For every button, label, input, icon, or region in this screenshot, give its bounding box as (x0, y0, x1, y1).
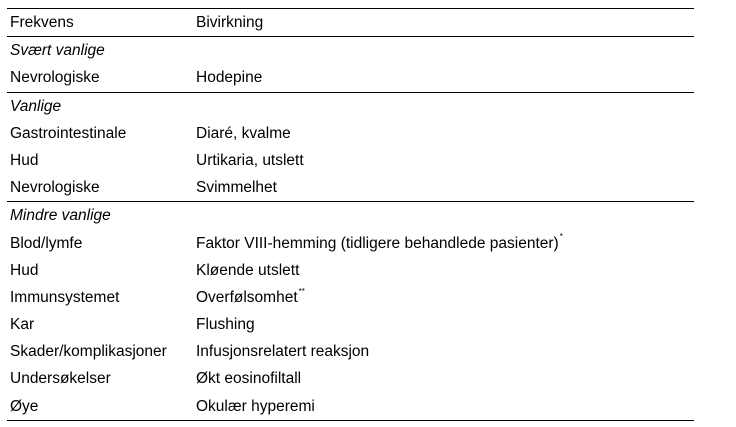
organ-class-cell: Undersøkelser (10, 370, 111, 388)
table-row (7, 257, 694, 284)
organ-class-cell: Øye (10, 397, 39, 415)
reaction-cell (196, 365, 694, 392)
table-row (7, 147, 694, 174)
group-rule (7, 420, 694, 421)
frequency-heading-row (7, 202, 694, 229)
reaction-text: Diaré, kvalme (196, 124, 291, 142)
reaction-text: Okulær hyperemi (196, 397, 315, 415)
reaction-cell (196, 284, 694, 311)
reaction-text: Hodepine (196, 69, 263, 87)
reaction-cell (196, 393, 694, 420)
reaction-cell (196, 174, 694, 201)
table-row (7, 393, 694, 420)
reaction-cell (196, 120, 694, 147)
reaction-text: Svimmelhet (196, 179, 277, 197)
table-row (7, 311, 694, 338)
organ-class-cell: Kar (10, 316, 35, 334)
reaction-text: Infusjonsrelatert reaksjon (196, 343, 370, 361)
reaction-text: Urtikaria, utslett (196, 151, 304, 169)
reaction-text: Økt eosinofiltall (196, 370, 302, 388)
organ-class-cell: Hud (10, 151, 39, 169)
reaction-cell (196, 311, 694, 338)
reaction-cell (196, 257, 694, 284)
table-row (7, 230, 694, 257)
reaction-cell (196, 64, 694, 91)
frequency-heading: Vanlige (10, 97, 62, 115)
header-reaction: Bivirkning (196, 14, 264, 31)
adverse-reactions-table (7, 8, 694, 421)
organ-class-cell: Skader/komplikasjoner (10, 343, 167, 361)
table-body (7, 37, 694, 421)
table-row (7, 365, 694, 392)
reaction-cell (196, 230, 694, 257)
reaction-cell (196, 147, 694, 174)
table-row (7, 120, 694, 147)
footnote-marker: ** (298, 286, 305, 296)
organ-class-cell: Nevrologiske (10, 179, 100, 197)
reaction-cell (196, 338, 694, 365)
table-row (7, 64, 694, 91)
table-header-row (7, 9, 694, 36)
frequency-heading: Svært vanlige (10, 42, 105, 60)
reaction-text: Flushing (196, 316, 255, 334)
frequency-heading: Mindre vanlige (10, 207, 111, 225)
organ-class-cell: Gastrointestinale (10, 124, 127, 142)
organ-class-cell: Hud (10, 261, 39, 279)
footnote-marker: * (559, 232, 563, 242)
organ-class-cell: Nevrologiske (10, 69, 100, 87)
frequency-heading-row (7, 93, 694, 120)
table-row (7, 284, 694, 311)
frequency-heading-row (7, 37, 694, 64)
reaction-text: Kløende utslett (196, 261, 300, 279)
table-row (7, 174, 694, 201)
organ-class-cell: Blod/lymfe (10, 234, 83, 252)
reaction-text: Faktor VIII-hemming (tidligere behandlede pasienter) (196, 234, 559, 252)
table-row (7, 338, 694, 365)
organ-class-cell: Immunsystemet (10, 288, 120, 306)
reaction-text: Overfølsomhet (196, 288, 298, 306)
header-frequency: Frekvens (10, 14, 74, 31)
